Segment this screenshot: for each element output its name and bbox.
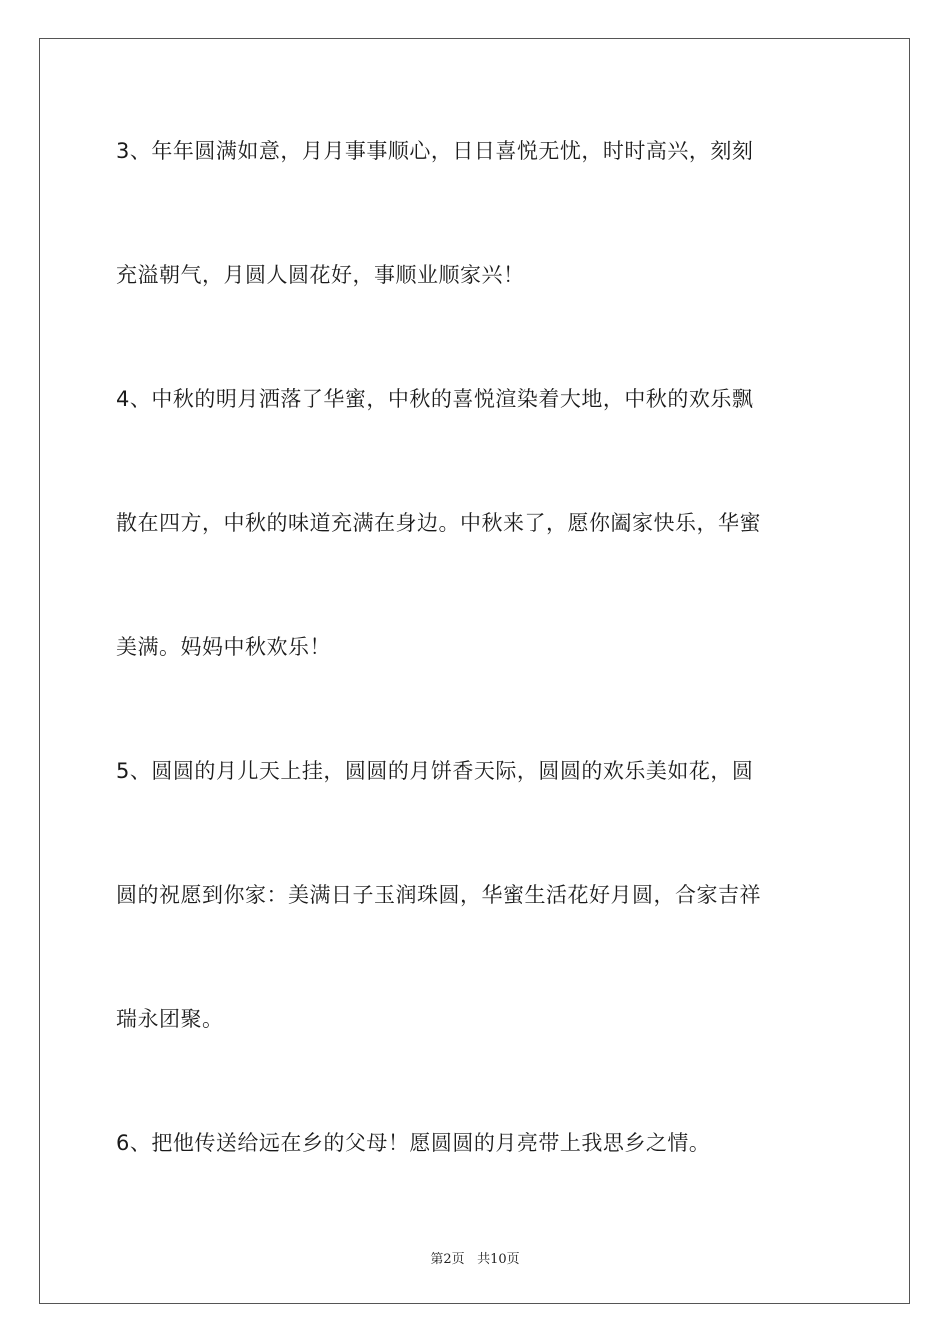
page-frame — [39, 38, 910, 1304]
page-footer — [0, 1248, 950, 1267]
paragraph-line: 3、年年圆满如意，月月事事顺心，日日喜悦无忧，时时高兴，刻刻 — [116, 139, 754, 163]
page-total: 共10页 — [477, 1252, 520, 1267]
page-number: 第2页 — [430, 1252, 465, 1267]
paragraph-line: 6、把他传送给远在乡的父母！愿圆圆的月亮带上我思乡之情。 — [116, 1131, 711, 1155]
paragraph-line: 散在四方，中秋的味道充满在身边。中秋来了，愿你阖家快乐，华蜜 — [116, 511, 761, 535]
paragraph-line: 5、圆圆的月儿天上挂，圆圆的月饼香天际，圆圆的欢乐美如花，圆 — [116, 759, 754, 783]
paragraph-line: 4、中秋的明月洒落了华蜜，中秋的喜悦渲染着大地，中秋的欢乐飘 — [116, 387, 754, 411]
paragraph-line: 充溢朝气，月圆人圆花好，事顺业顺家兴！ — [116, 263, 525, 287]
paragraph-line: 瑞永团聚。 — [116, 1007, 224, 1031]
paragraph-line: 美满。妈妈中秋欢乐！ — [116, 635, 331, 659]
paragraph-line: 圆的祝愿到你家：美满日子玉润珠圆，华蜜生活花好月圆，合家吉祥 — [116, 883, 761, 907]
